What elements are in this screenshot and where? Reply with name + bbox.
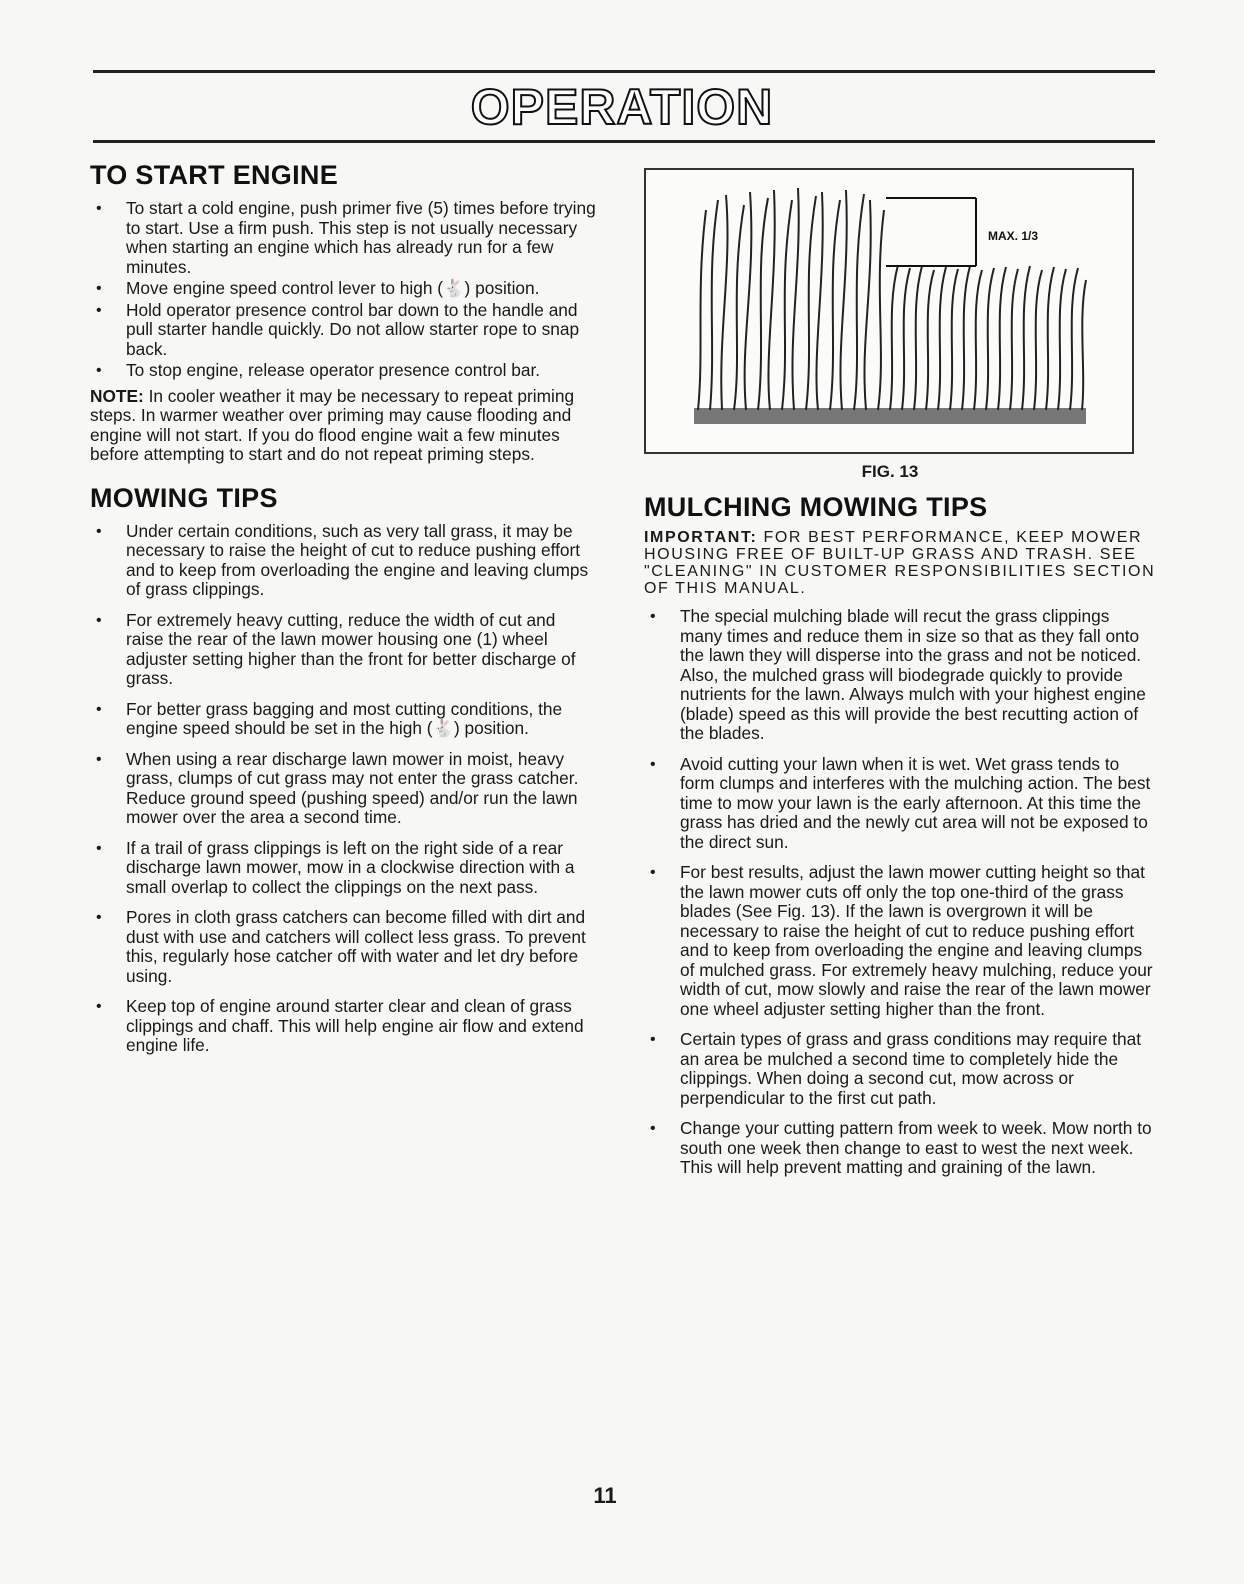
mowing-tips-heading: MOWING TIPS <box>90 482 278 513</box>
list-item: • For best results, adjust the lawn mower cutting height so that the lawn mower cuts off only the top one-third of the grass blades (See Fig. 13). If the lawn is overgrown it will be necessary to raise the height of cut to reduce pushing effort and to keep from overloading the engine and leaving clumps of mulched grass. For extremely heavy mulching, reduce your width of cut, mow slowly and raise the rear of the lawn mower one wheel adjuster setting higher than the front. <box>650 862 1153 1019</box>
start-engine-section <box>90 160 596 465</box>
bullet-icon: • <box>650 1120 656 1137</box>
important-text: FOR BEST PERFORMANCE, KEEP MOWER HOUSING FREE OF BUILT-UP GRASS AND TRASH. SEE "CLEANING" IN CUSTOMER RESPONSIBILITIES SECTION OF THIS MANUAL. <box>644 529 1156 597</box>
title-underline-rule <box>93 140 1155 143</box>
list-item: • For better grass bagging and most cutting conditions, the engine speed should be set in the high (🐇) position. <box>96 698 563 738</box>
bullet-icon: • <box>96 200 102 217</box>
bullet-icon: • <box>96 839 102 857</box>
bullet-icon: • <box>650 1031 656 1048</box>
bullet-icon: • <box>96 522 102 540</box>
bullet-icon: • <box>96 998 102 1015</box>
note-paragraph <box>90 387 596 465</box>
bullet-icon: • <box>96 301 102 319</box>
start-engine-heading: TO START ENGINE <box>90 160 339 190</box>
note-text: In cooler weather it may be necessary to repeat priming steps. In warmer weather over priming may cause flooding and engine will not start. If you do flood engine wait a few minutes before attempting to start and do not repeat priming steps. <box>90 385 575 464</box>
right-column <box>644 168 1156 1189</box>
important-label: IMPORTANT: <box>644 529 758 546</box>
important-notice <box>644 529 1156 597</box>
list-item: • Pores in cloth grass catchers can become filled with dirt and dust with use and catchers will collect less grass. To prevent this, regularly hose catcher off with water and let dry before using. <box>96 907 586 986</box>
top-rule <box>93 70 1155 73</box>
bullet-icon: • <box>650 608 656 625</box>
figure-13-box <box>644 168 1134 454</box>
list-item: • Under certain conditions, such as very tall grass, it may be necessary to raise the height of cut to reduce pushing effort and to keep from overloading the engine and leaving clumps of grass clippings. <box>96 520 589 599</box>
page-number: 11 <box>593 1483 617 1508</box>
list-item: • To stop engine, release operator presence control bar. <box>96 360 541 380</box>
mulching-tips-heading: MULCHING MOWING TIPS <box>644 492 988 522</box>
left-column <box>90 160 596 1067</box>
bullet-icon: • <box>650 864 656 881</box>
list-item: • The special mulching blade will recut the grass clippings many times and reduce them in size so that as they fall onto the lawn they will disperse into the grass and not be noticed. Also, the mulched grass will biodegrade quickly to provide nutrients for the lawn. Always mulch with your highest engine (blade) speed as this will provide the best recutting action of the blades. <box>650 606 1146 743</box>
bullet-icon: • <box>96 362 102 379</box>
bullet-icon: • <box>96 700 102 718</box>
list-item: • Avoid cutting your lawn when it is wet. Wet grass tends to form clumps and interferes with the mulching action. The best time to mow your lawn is the early afternoon. At this time the grass has dried and the newly cut area will not be exposed to the direct sun. <box>650 753 1151 852</box>
mowing-tips-section <box>90 483 596 1056</box>
bullet-icon: • <box>96 909 102 926</box>
mowing-tips-list <box>90 522 596 1056</box>
list-item: • Move engine speed control lever to high (🐇) position. <box>96 278 540 298</box>
list-item: • Change your cutting pattern from week to week. Mow north to south one week then change to east to west the next week. This will help prevent matting and graining of the lawn. <box>650 1118 1152 1177</box>
list-item: • For extremely heavy cutting, reduce the width of cut and raise the rear of the lawn mower housing one (1) wheel adjuster setting higher than the front for better discharge of grass. <box>96 609 576 688</box>
list-item: • Hold operator presence control bar down to the handle and pull starter handle quickly. Do not allow starter rope to snap back. <box>96 299 580 359</box>
max-label: MAX. 1/3 <box>988 229 1039 243</box>
mulching-tips-list <box>644 607 1156 1178</box>
list-item: • Certain types of grass and grass conditions may require that an area be mulched a second time to completely hide the clippings. When doing a second cut, mow across or perpendicular to the first cut path. <box>650 1029 1142 1108</box>
list-item: • To start a cold engine, push primer five (5) times before trying to start. Use a firm push. This step is not usually necessary when starting an engine which has already run for a few minutes. <box>96 198 596 277</box>
mulching-tips-section <box>644 492 1156 1178</box>
bullet-icon: • <box>96 611 102 629</box>
note-label: NOTE: <box>90 385 144 406</box>
start-engine-list <box>90 199 596 381</box>
list-item: • Keep top of engine around starter clear and clean of grass clippings and chaff. This will help engine air flow and extend engine life. <box>96 996 584 1055</box>
grass-cutting-height-illustration-icon <box>646 170 1132 452</box>
list-item: • When using a rear discharge lawn mower in moist, heavy grass, clumps of cut grass may not enter the grass catcher. Reduce ground speed (pushing speed) and/or run the lawn mower over the area a second time. <box>96 748 579 827</box>
bullet-icon: • <box>96 750 102 768</box>
bullet-icon: • <box>96 280 102 297</box>
list-item: • If a trail of grass clippings is left on the right side of a rear discharge lawn mower, mow in a clockwise direction with a small overlap to collect the clippings on the next pass. <box>96 837 575 897</box>
bullet-icon: • <box>650 755 656 773</box>
page-title: OPERATION <box>470 79 774 135</box>
figure-caption: FIG. 13 <box>861 462 919 481</box>
